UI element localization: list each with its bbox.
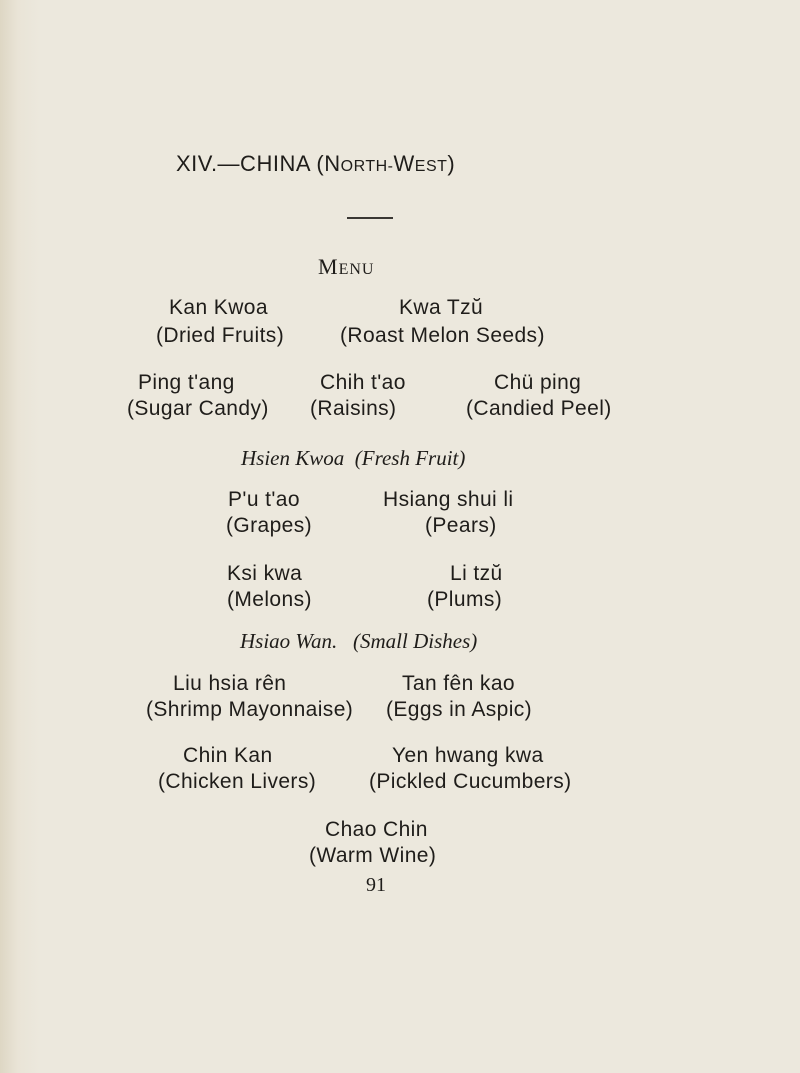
section-heading-translation: (Small Dishes) [353,629,478,653]
menu-item-name: Chao Chin [325,818,428,841]
section-heading-translation: (Fresh Fruit) [354,446,466,470]
menu-item-name: Kwa Tzŭ [399,296,484,319]
menu-item-name: Li tzŭ [450,562,503,585]
menu-item-name: Ping t'ang [138,371,235,394]
menu-title-rest: ENU [338,261,375,278]
menu-item-translation: (Grapes) [226,514,313,537]
menu-item-name: P'u t'ao [228,488,300,511]
menu-item-name: Tan fên kao [402,672,515,695]
menu-item-name: Yen hwang kwa [392,744,544,767]
menu-item-translation: (Raisins) [310,397,397,420]
menu-item-translation: (Eggs in Aspic) [386,698,533,721]
menu-item-name: Kan Kwoa [169,296,268,319]
menu-item-name: Chih t'ao [320,371,406,394]
menu-item-translation: (Dried Fruits) [156,324,285,347]
menu-item-translation: (Pears) [425,514,497,537]
section-heading-fresh-fruit [241,448,465,469]
section-heading-small-dishes [240,631,477,652]
menu-item-name: Liu hsia rên [173,672,287,695]
page-number: 91 [366,874,386,896]
menu-item-translation: (Melons) [227,588,312,611]
region-initial-1: N [324,151,341,176]
menu-item-name: Chin Kan [183,744,273,767]
region-rest-2: EST [414,158,448,175]
region-initial-2: W [393,151,415,176]
menu-item-name: Chü ping [494,371,582,394]
chapter-heading-prefix: XIV.—CHINA ( [176,151,325,176]
section-heading-name: Hsiao Wan. [240,629,338,653]
menu-item-translation: (Roast Melon Seeds) [340,324,545,347]
menu-title [318,256,374,278]
menu-item-name: Ksi kwa [227,562,303,585]
menu-item-name: Hsiang shui li [383,488,514,511]
menu-item-translation: (Plums) [427,588,503,611]
chapter-heading-suffix: ) [447,151,456,176]
menu-title-initial: M [318,254,339,279]
menu-item-translation: (Sugar Candy) [127,397,269,420]
menu-item-translation: (Warm Wine) [309,844,437,867]
menu-item-translation: (Candied Peel) [466,397,612,420]
menu-item-translation: (Shrimp Mayonnaise) [146,698,354,721]
chapter-heading [176,153,455,175]
menu-item-translation: (Chicken Livers) [158,770,317,793]
section-heading-name: Hsien Kwoa [241,446,345,470]
menu-item-translation: (Pickled Cucumbers) [369,770,572,793]
region-rest-1: ORTH- [340,158,394,175]
heading-divider [347,217,393,219]
